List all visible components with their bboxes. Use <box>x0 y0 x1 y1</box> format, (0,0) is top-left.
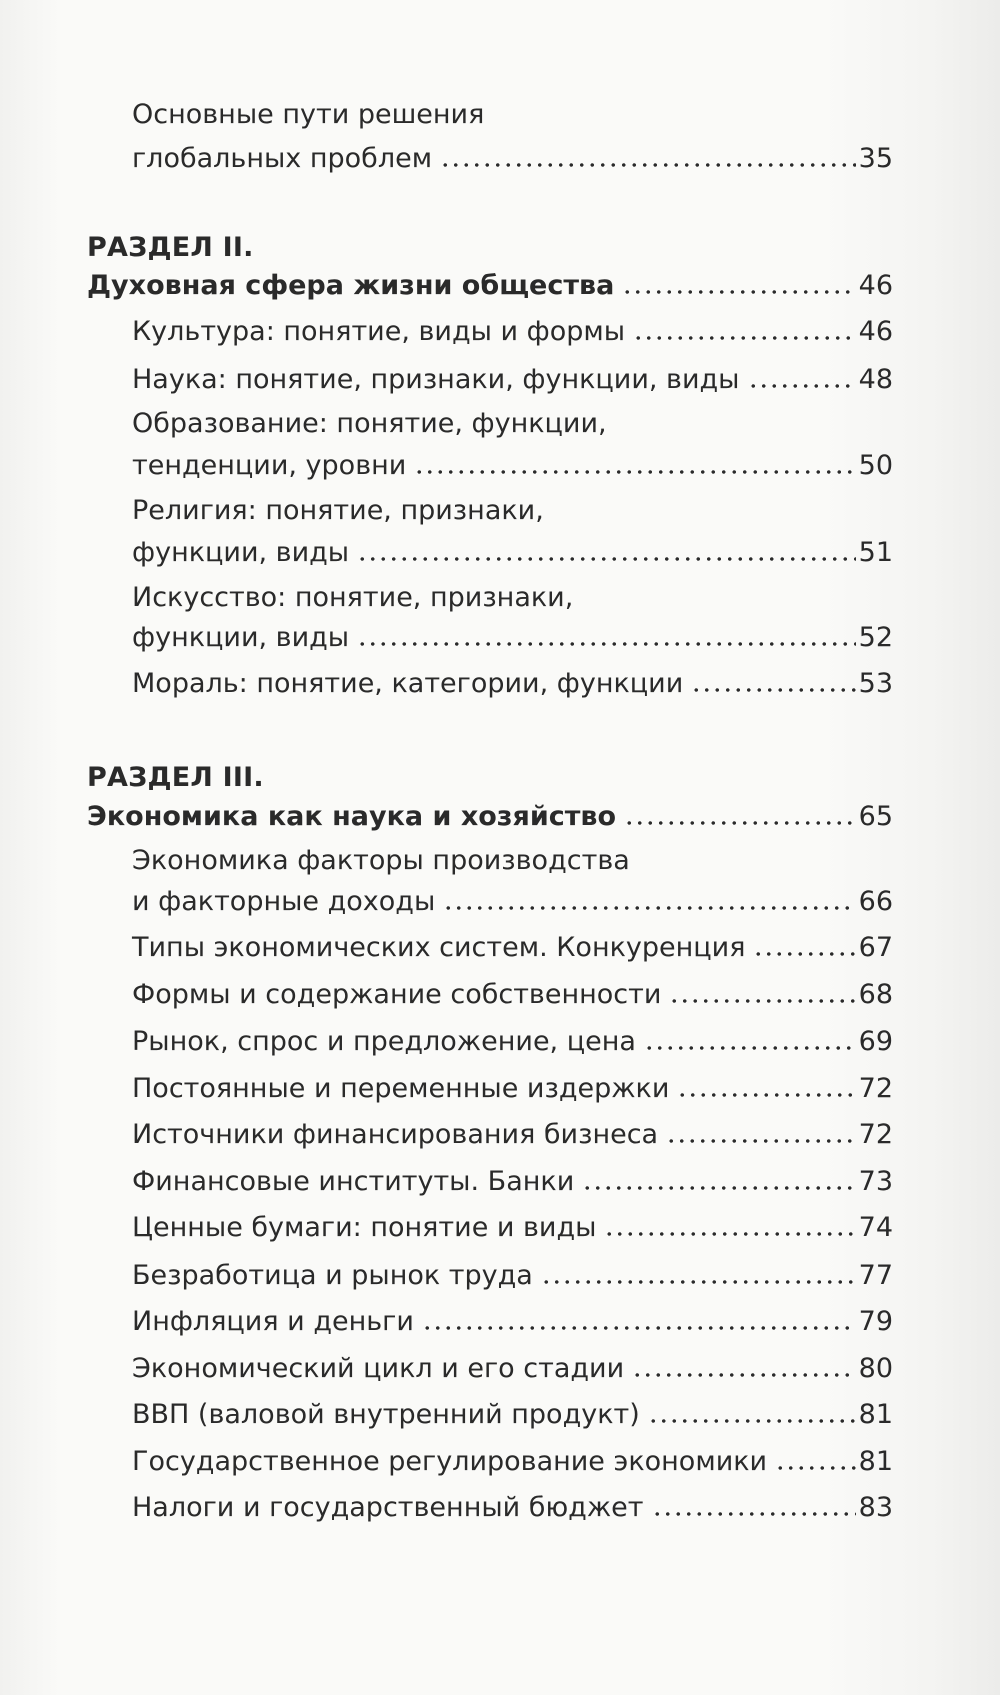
dot-leader <box>422 1326 856 1330</box>
toc-entry[interactable] <box>132 1028 893 1055</box>
toc-entry-title: Рынок, спрос и предложение, цена <box>132 1026 636 1057</box>
toc-entry-title: Формы и содержание собственности <box>132 979 662 1010</box>
dot-leader <box>669 999 855 1003</box>
dot-leader <box>541 1280 856 1284</box>
dot-leader <box>691 688 855 692</box>
toc-entry-title: Постоянные и переменные издержки <box>132 1073 670 1104</box>
toc-entry[interactable] <box>132 1121 893 1148</box>
toc-entry-title: Основные пути решения <box>132 99 485 130</box>
dot-leader <box>440 163 856 167</box>
toc-entry-title: Мораль: понятие, категории, функции <box>132 668 684 699</box>
toc-entry-line <box>132 584 573 611</box>
toc-page-number: 80 <box>858 1353 893 1384</box>
dot-leader <box>677 1093 855 1097</box>
toc-page-number: 50 <box>858 450 893 481</box>
toc-page-number: 48 <box>858 364 893 395</box>
dot-leader <box>648 1419 856 1423</box>
toc-entry[interactable] <box>132 888 893 915</box>
toc-entry[interactable] <box>132 452 893 479</box>
toc-page-number: 83 <box>858 1492 893 1523</box>
toc-entry-title: Экономика факторы производства <box>132 845 630 876</box>
toc-entry-title: Инфляция и деньги <box>132 1306 414 1337</box>
toc-entry-title: Религия: понятие, признаки, <box>132 495 544 526</box>
toc-page-number: 69 <box>858 1026 893 1057</box>
section-title-entry[interactable] <box>87 272 893 299</box>
toc-entry-title: Государственное регулирование экономики <box>132 1446 768 1477</box>
toc-page-number: 52 <box>858 622 893 653</box>
toc-page-number: 77 <box>858 1260 893 1291</box>
dot-leader <box>443 906 855 910</box>
toc-page-number: 66 <box>858 886 893 917</box>
toc-entry-line <box>132 101 484 128</box>
toc-entry[interactable] <box>132 624 893 651</box>
dot-leader <box>622 290 855 294</box>
toc-entry[interactable] <box>132 1214 893 1241</box>
toc-entry-title: Образование: понятие, функции, <box>132 408 607 439</box>
toc-entry[interactable] <box>132 318 893 345</box>
dot-leader <box>582 1186 855 1190</box>
toc-page-number: 68 <box>858 979 893 1010</box>
toc-page-number: 79 <box>858 1306 893 1337</box>
toc-entry[interactable] <box>132 1262 893 1289</box>
dot-leader <box>414 470 855 474</box>
section-title: Духовная сфера жизни общества <box>87 270 615 301</box>
toc-entry[interactable] <box>132 981 893 1008</box>
toc-page-number: 46 <box>858 316 893 347</box>
toc-page-number: 35 <box>858 143 893 174</box>
toc-page-number: 67 <box>858 932 893 963</box>
toc-page-number: 65 <box>858 801 893 832</box>
toc-page-number: 81 <box>858 1399 893 1430</box>
dot-leader <box>604 1232 855 1236</box>
dot-leader <box>357 557 856 561</box>
dot-leader <box>775 1466 856 1470</box>
dot-leader <box>633 336 856 340</box>
toc-entry-title: Искусство: понятие, признаки, <box>132 582 574 613</box>
dot-leader <box>753 952 855 956</box>
toc-entry-title: Безработица и рынок труда <box>132 1260 533 1291</box>
toc-entry-title: глобальных проблем <box>132 143 433 174</box>
toc-entry-title: Наука: понятие, признаки, функции, виды <box>132 364 740 395</box>
toc-entry-title: функции, виды <box>132 537 350 568</box>
toc-entry[interactable] <box>132 1308 893 1335</box>
dot-leader <box>666 1139 856 1143</box>
toc-entry-title: Экономический цикл и его стадии <box>132 1353 625 1384</box>
dot-leader <box>644 1046 856 1050</box>
section-label: РАЗДЕЛ III. <box>87 762 264 793</box>
toc-entry-line <box>132 847 630 874</box>
toc-entry-title: Налоги и государственный бюджет <box>132 1492 644 1523</box>
toc-page-number: 72 <box>858 1119 893 1150</box>
toc-entry-line <box>132 497 544 524</box>
toc-page-number: 53 <box>858 668 893 699</box>
section-title: Экономика как наука и хозяйство <box>87 801 617 832</box>
toc-entry-title: тенденции, уровни <box>132 450 407 481</box>
dot-leader <box>652 1512 856 1516</box>
toc-entry-title: Финансовые институты. Банки <box>132 1166 575 1197</box>
section-label: РАЗДЕЛ II. <box>87 232 254 263</box>
toc-entry-title: Типы экономических систем. Конкуренция <box>132 932 746 963</box>
toc-entry-line <box>132 410 607 437</box>
toc-page-number: 74 <box>858 1212 893 1243</box>
toc-entry[interactable] <box>132 1075 893 1102</box>
toc-entry[interactable] <box>132 1494 893 1521</box>
toc-page-number: 81 <box>858 1446 893 1477</box>
toc-page-number: 51 <box>858 537 893 568</box>
dot-leader <box>624 821 856 825</box>
toc-entry[interactable] <box>132 539 893 566</box>
toc-entry-title: Источники финансирования бизнеса <box>132 1119 659 1150</box>
toc-entry[interactable] <box>132 670 893 697</box>
dot-leader <box>357 642 856 646</box>
toc-entry[interactable] <box>132 1401 893 1428</box>
dot-leader <box>632 1373 855 1377</box>
toc-entry-title: функции, виды <box>132 622 350 653</box>
toc-page-number: 73 <box>858 1166 893 1197</box>
toc-page-number: 72 <box>858 1073 893 1104</box>
dot-leader <box>748 384 856 388</box>
toc-page-number: 46 <box>858 270 893 301</box>
toc-entry[interactable] <box>132 1168 893 1195</box>
toc-entry[interactable] <box>132 366 893 393</box>
section-title-entry[interactable] <box>87 803 893 830</box>
toc-entry[interactable] <box>132 145 893 172</box>
toc-entry-title: Культура: понятие, виды и формы <box>132 316 626 347</box>
toc-entry[interactable] <box>132 1355 893 1382</box>
toc-entry-title: Ценные бумаги: понятие и виды <box>132 1212 597 1243</box>
toc-entry-title: и факторные доходы <box>132 886 436 917</box>
toc-entry-title: ВВП (валовой внутренний продукт) <box>132 1399 640 1430</box>
toc-entry[interactable] <box>132 934 893 961</box>
toc-entry[interactable] <box>132 1448 893 1475</box>
